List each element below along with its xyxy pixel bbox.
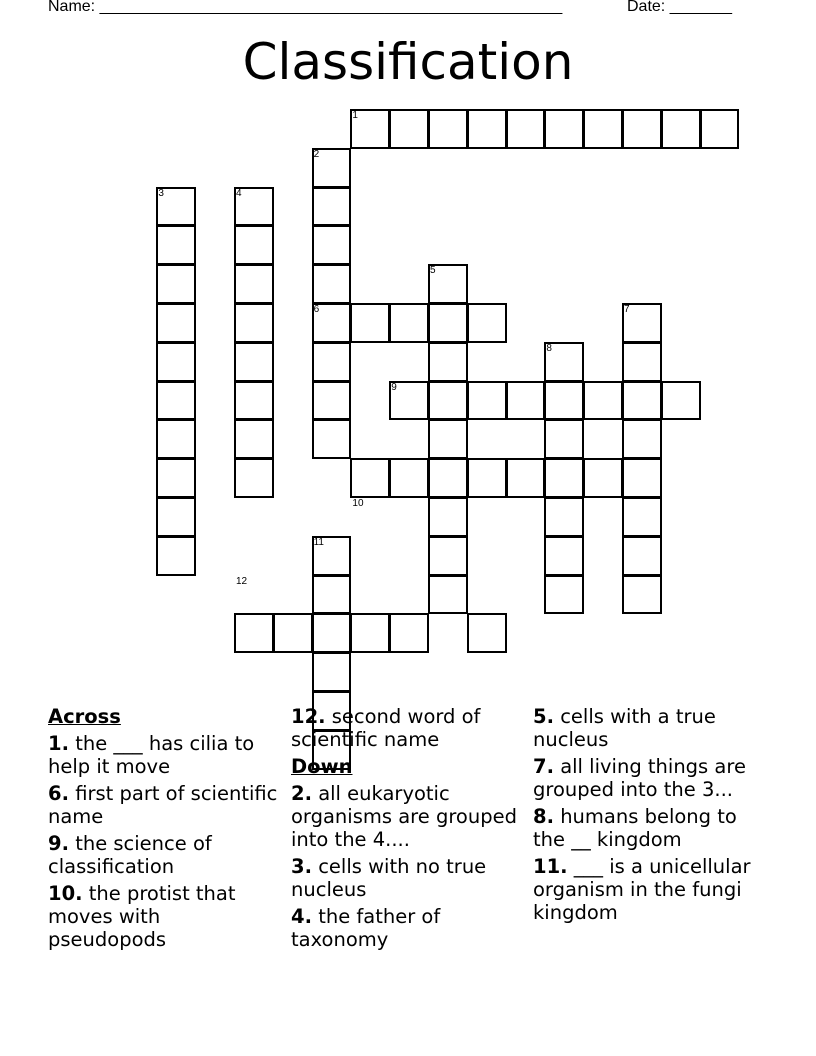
clue-down-4 [291, 905, 531, 951]
grid-cell[interactable] [350, 613, 390, 653]
grid-cell[interactable] [156, 419, 196, 459]
grid-cell[interactable] [622, 381, 662, 421]
cell-number: 7 [624, 304, 630, 315]
grid-cell[interactable] [389, 303, 429, 343]
grid-cell[interactable] [661, 381, 701, 421]
clue-across-6 [48, 782, 284, 828]
clue-column-1 [48, 703, 284, 955]
grid-cell[interactable] [234, 303, 274, 343]
cell-number: 12 [236, 575, 248, 587]
grid-cell[interactable] [428, 303, 468, 343]
cell-number: 10 [352, 498, 364, 509]
clue-across-1 [48, 732, 284, 778]
grid-cell[interactable] [156, 225, 196, 265]
clue-down-3 [291, 855, 531, 901]
grid-cell[interactable] [234, 458, 274, 498]
clue-text: the ___ has cilia to help it move [48, 732, 255, 778]
grid-cell[interactable] [350, 303, 390, 343]
grid-cell[interactable] [156, 536, 196, 576]
grid-cell[interactable] [506, 458, 546, 498]
clue-number: 9. [48, 832, 69, 855]
clue-text: the father of taxonomy [291, 905, 441, 951]
grid-cell[interactable] [273, 613, 313, 653]
grid-cell[interactable] [156, 303, 196, 343]
grid-cell[interactable] [156, 264, 196, 304]
grid-cell[interactable] [389, 613, 429, 653]
grid-cell[interactable] [428, 109, 468, 149]
grid-cell[interactable] [312, 381, 352, 421]
grid-cell[interactable] [389, 458, 429, 498]
page-title: Classification [242, 33, 574, 91]
grid-cell[interactable] [467, 303, 507, 343]
grid-cell[interactable] [428, 381, 468, 421]
grid-cell[interactable] [234, 419, 274, 459]
grid-cell[interactable] [544, 381, 584, 421]
cell-number: 9 [391, 381, 397, 393]
grid-cell[interactable] [312, 342, 352, 382]
clue-text: cells with a true nucleus [533, 705, 716, 751]
clue-number: 5. [533, 705, 554, 728]
clue-across-12 [291, 705, 531, 751]
grid-cell[interactable] [544, 419, 584, 459]
cell-number: 2 [313, 148, 320, 160]
grid-cell[interactable] [467, 381, 507, 421]
clue-text: all eukaryotic organisms are grouped into the 4.... [291, 782, 517, 851]
grid-cell[interactable] [700, 109, 740, 149]
clue-column-3 [533, 703, 773, 928]
across-heading: Across [48, 705, 121, 728]
grid-cell[interactable] [506, 109, 546, 149]
grid-cell[interactable] [350, 458, 390, 498]
grid-cell[interactable] [583, 458, 623, 498]
clue-text: humans belong to the __ kingdom [533, 805, 737, 851]
clue-number: 2. [291, 782, 312, 805]
grid-cell[interactable] [622, 497, 662, 537]
cell-number: 4 [236, 187, 242, 199]
grid-cell[interactable] [234, 613, 274, 653]
clue-down-2 [291, 782, 531, 851]
clue-number: 1. [48, 732, 69, 755]
grid-cell[interactable] [234, 381, 274, 421]
cell-number: 1 [352, 110, 358, 121]
name-field[interactable]: Name: ____________________________________________________ [48, 0, 563, 15]
clue-text: first part of scientific name [48, 782, 278, 828]
grid-cell[interactable] [622, 536, 662, 576]
grid-cell[interactable] [312, 652, 352, 692]
clue-across-10 [48, 882, 284, 951]
clue-number: 12. [291, 705, 326, 728]
grid-cell[interactable] [506, 381, 546, 421]
grid-cell[interactable] [156, 381, 196, 421]
grid-cell[interactable] [544, 536, 584, 576]
grid-cell[interactable] [312, 419, 352, 459]
grid-cell[interactable] [428, 497, 468, 537]
grid-cell[interactable] [156, 458, 196, 498]
clue-down-5 [533, 705, 773, 751]
clue-number: 4. [291, 905, 312, 928]
down-heading: Down [291, 755, 353, 778]
clue-down-8 [533, 805, 773, 851]
clue-number: 7. [533, 755, 554, 778]
clue-text: second word of scientific name [291, 705, 481, 751]
clue-down-11 [533, 855, 773, 924]
cell-number: 8 [546, 342, 552, 354]
clue-text: cells with no true nucleus [291, 855, 487, 901]
grid-cell[interactable] [428, 458, 468, 498]
grid-cell[interactable] [234, 225, 274, 265]
clue-number: 10. [48, 882, 83, 905]
grid-cell[interactable] [544, 497, 584, 537]
clue-number: 11. [533, 855, 568, 878]
grid-cell[interactable] [389, 109, 429, 149]
grid-cell[interactable] [467, 613, 507, 653]
grid-cell[interactable] [428, 342, 468, 382]
cell-number: 6 [313, 304, 320, 315]
cell-number: 3 [158, 187, 164, 199]
clue-text: the protist that moves with pseudopods [48, 882, 236, 951]
clue-down-7 [533, 755, 773, 801]
clue-text: the science of classification [48, 832, 212, 878]
grid-cell[interactable] [234, 264, 274, 304]
grid-cell[interactable] [312, 575, 352, 615]
grid-cell[interactable] [544, 575, 584, 615]
grid-cell[interactable] [583, 109, 623, 149]
grid-cell[interactable] [156, 342, 196, 382]
clue-number: 8. [533, 805, 554, 828]
clue-text: all living things are grouped into the 3... [533, 755, 746, 801]
grid-cell[interactable] [544, 109, 584, 149]
grid-cell[interactable] [312, 225, 352, 265]
cell-number: 11 [313, 536, 324, 548]
grid-cell[interactable] [234, 342, 274, 382]
grid-cell[interactable] [467, 458, 507, 498]
grid-cell[interactable] [622, 458, 662, 498]
grid-cell[interactable] [428, 575, 468, 615]
clue-column-2 [291, 703, 531, 955]
grid-cell[interactable] [312, 187, 352, 227]
grid-cell[interactable] [467, 109, 507, 149]
date-field[interactable]: Date: _______ [627, 0, 732, 15]
grid-cell[interactable] [622, 342, 662, 382]
grid-cell[interactable] [544, 458, 584, 498]
cell-number: 5 [430, 265, 436, 277]
clue-number: 6. [48, 782, 69, 805]
grid-cell[interactable] [312, 613, 352, 653]
grid-cell[interactable] [661, 109, 701, 149]
clue-number: 3. [291, 855, 312, 878]
grid-cell[interactable] [622, 575, 662, 615]
grid-cell[interactable] [583, 381, 623, 421]
grid-cell[interactable] [428, 536, 468, 576]
clue-text: ___ is a unicellular organism in the fungi kingdom [533, 855, 751, 924]
grid-cell[interactable] [428, 419, 468, 459]
grid-cell[interactable] [622, 109, 662, 149]
grid-cell[interactable] [156, 497, 196, 537]
clue-across-9 [48, 832, 284, 878]
grid-cell[interactable] [622, 419, 662, 459]
grid-cell[interactable] [312, 264, 352, 304]
